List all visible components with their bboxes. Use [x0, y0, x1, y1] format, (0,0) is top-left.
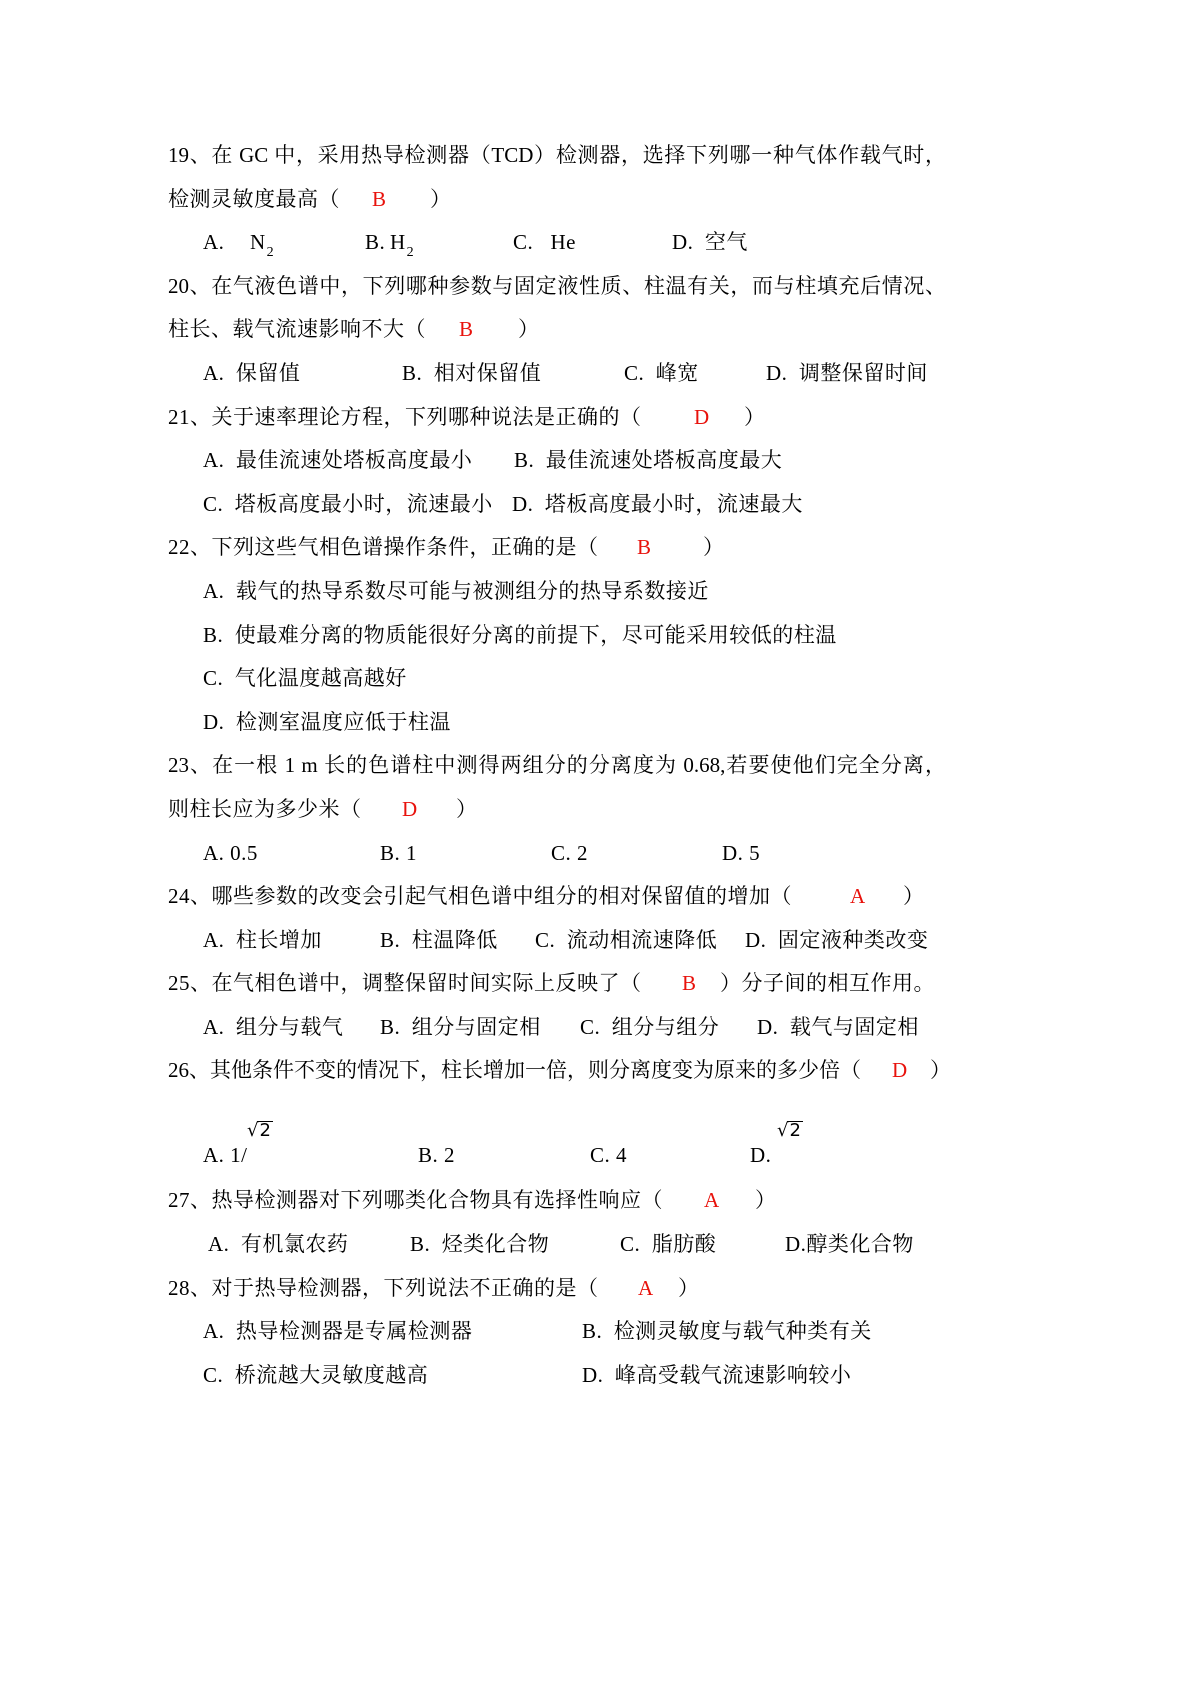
- question-19-stem-end: 检测灵敏度最高（: [168, 187, 340, 211]
- radicand: 2: [259, 1120, 271, 1141]
- option-d: D. 固定液种类改变: [745, 928, 929, 952]
- option-b: B. 1: [380, 841, 418, 865]
- sqrt-two-expression: [777, 1120, 803, 1142]
- option-b: B. 2: [418, 1143, 456, 1167]
- answer-close-paren: ）: [430, 187, 452, 211]
- formula-element: H: [390, 230, 406, 254]
- option-c: C. 4: [590, 1143, 628, 1167]
- answer-mark: A: [850, 884, 866, 908]
- question-20-stem-end: 柱长、载气流速影响不大（: [168, 317, 426, 341]
- option-a: A. 0.5: [203, 841, 258, 865]
- option-b: B. 组分与固定相: [380, 1015, 541, 1039]
- option-d: D.醇类化合物: [785, 1232, 914, 1256]
- option-a: A. 柱长增加: [203, 928, 322, 952]
- option-c: C. 塔板高度最小时，流速最小: [203, 492, 493, 516]
- option-a: A. 有机氯农药: [208, 1232, 349, 1256]
- option-d-label: D.: [750, 1143, 772, 1167]
- formula-subscript: 2: [266, 245, 275, 260]
- answer-mark: B: [637, 535, 652, 559]
- question-19-stem: 19、在 GC 中，采用热导检测器（TCD）检测器，选择下列哪一种气体作载气时，: [168, 143, 946, 167]
- question-21-stem: 21、关于速率理论方程，下列哪种说法是正确的（: [168, 405, 642, 429]
- option-b-formula: [390, 228, 414, 260]
- option-a: A. 最佳流速处塔板高度最小: [203, 448, 473, 472]
- option-a: A. 热导检测器是专属检测器: [203, 1319, 473, 1343]
- option-c: C. 脂肪酸: [620, 1232, 717, 1256]
- option-c: C. 组分与组分: [580, 1015, 720, 1039]
- question-23-stem-end: 则柱长应为多少米（: [168, 797, 362, 821]
- option-d: D. 峰高受载气流速影响较小: [582, 1363, 852, 1387]
- option-b: B. 相对保留值: [402, 361, 542, 385]
- question-20-stem: 20、在气液色谱中，下列哪种参数与固定液性质、柱温有关，而与柱填充后情况、: [168, 274, 946, 298]
- answer-close-paren: ）: [678, 1276, 700, 1300]
- option-c: C. 气化温度越高越好: [203, 666, 407, 690]
- option-a: A. 保留值: [203, 361, 301, 385]
- answer-close-paren: ）: [903, 884, 925, 908]
- option-c: C. 2: [551, 841, 589, 865]
- option-a: A. 载气的热导系数尽可能与被测组分的热导系数接近: [203, 579, 709, 603]
- option-b: B. 烃类化合物: [410, 1232, 550, 1256]
- option-b-label: B.: [365, 230, 386, 254]
- answer-mark: B: [459, 317, 474, 341]
- answer-mark: D: [892, 1058, 908, 1082]
- answer-mark: D: [402, 797, 418, 821]
- option-d: D. 检测室温度应低于柱温: [203, 710, 451, 734]
- option-d: D. 塔板高度最小时，流速最大: [512, 492, 803, 516]
- formula-subscript: 2: [406, 245, 415, 260]
- option-d: D. 空气: [672, 230, 748, 254]
- answer-close-paren: ）: [518, 317, 540, 341]
- option-a-formula: [250, 228, 274, 260]
- answer-mark: A: [704, 1188, 720, 1212]
- answer-close-paren: ）: [456, 797, 478, 821]
- question-25-stem: 25、在气相色谱中，调整保留时间实际上反映了（: [168, 971, 642, 995]
- option-a: A. 组分与载气: [203, 1015, 344, 1039]
- answer-mark: D: [694, 405, 710, 429]
- option-b: B. 最佳流速处塔板高度最大: [514, 448, 783, 472]
- option-c: C. 流动相流速降低: [535, 928, 718, 952]
- option-d: D. 调整保留时间: [766, 361, 928, 385]
- option-c: C. 桥流越大灵敏度越高: [203, 1363, 429, 1387]
- option-a-label: A.: [203, 230, 225, 254]
- radicand: 2: [789, 1120, 801, 1141]
- option-b: B. 使最难分离的物质能很好分离的前提下，尽可能采用较低的柱温: [203, 623, 837, 647]
- option-b: B. 检测灵敏度与载气种类有关: [582, 1319, 872, 1343]
- formula-element: N: [250, 230, 266, 254]
- sqrt-two-expression: [247, 1120, 273, 1142]
- answer-mark: B: [372, 187, 387, 211]
- question-26-stem: 26、其他条件不变的情况下，柱长增加一倍，则分离度变为原来的多少倍（: [168, 1058, 861, 1082]
- option-c: C. He: [513, 230, 576, 254]
- question-25-stem-end: ）分子间的相互作用。: [720, 971, 935, 995]
- option-a-label: A. 1/: [203, 1143, 248, 1167]
- option-c: C. 峰宽: [624, 361, 699, 385]
- option-b: B. 柱温降低: [380, 928, 498, 952]
- question-27-stem: 27、热导检测器对下列哪类化合物具有选择性响应（: [168, 1188, 663, 1212]
- answer-close-paren: ）: [755, 1188, 777, 1212]
- answer-close-paren: ）: [744, 405, 766, 429]
- answer-close-paren: ）: [703, 535, 725, 559]
- question-23-stem: 23、在一根 1 m 长的色谱柱中测得两组分的分离度为 0.68,若要使他们完全分离，: [168, 753, 946, 777]
- radical-sign: √: [247, 1120, 259, 1141]
- question-28-stem: 28、对于热导检测器，下列说法不正确的是（: [168, 1276, 599, 1300]
- radical-sign: √: [777, 1120, 789, 1141]
- question-24-stem: 24、哪些参数的改变会引起气相色谱中组分的相对保留值的增加（: [168, 884, 792, 908]
- option-d: D. 5: [722, 841, 761, 865]
- answer-mark: A: [638, 1276, 654, 1300]
- answer-mark: B: [682, 971, 697, 995]
- answer-close-paren: ）: [930, 1058, 952, 1082]
- question-22-stem: 22、下列这些气相色谱操作条件，正确的是（: [168, 535, 599, 559]
- option-d: D. 载气与固定相: [757, 1015, 919, 1039]
